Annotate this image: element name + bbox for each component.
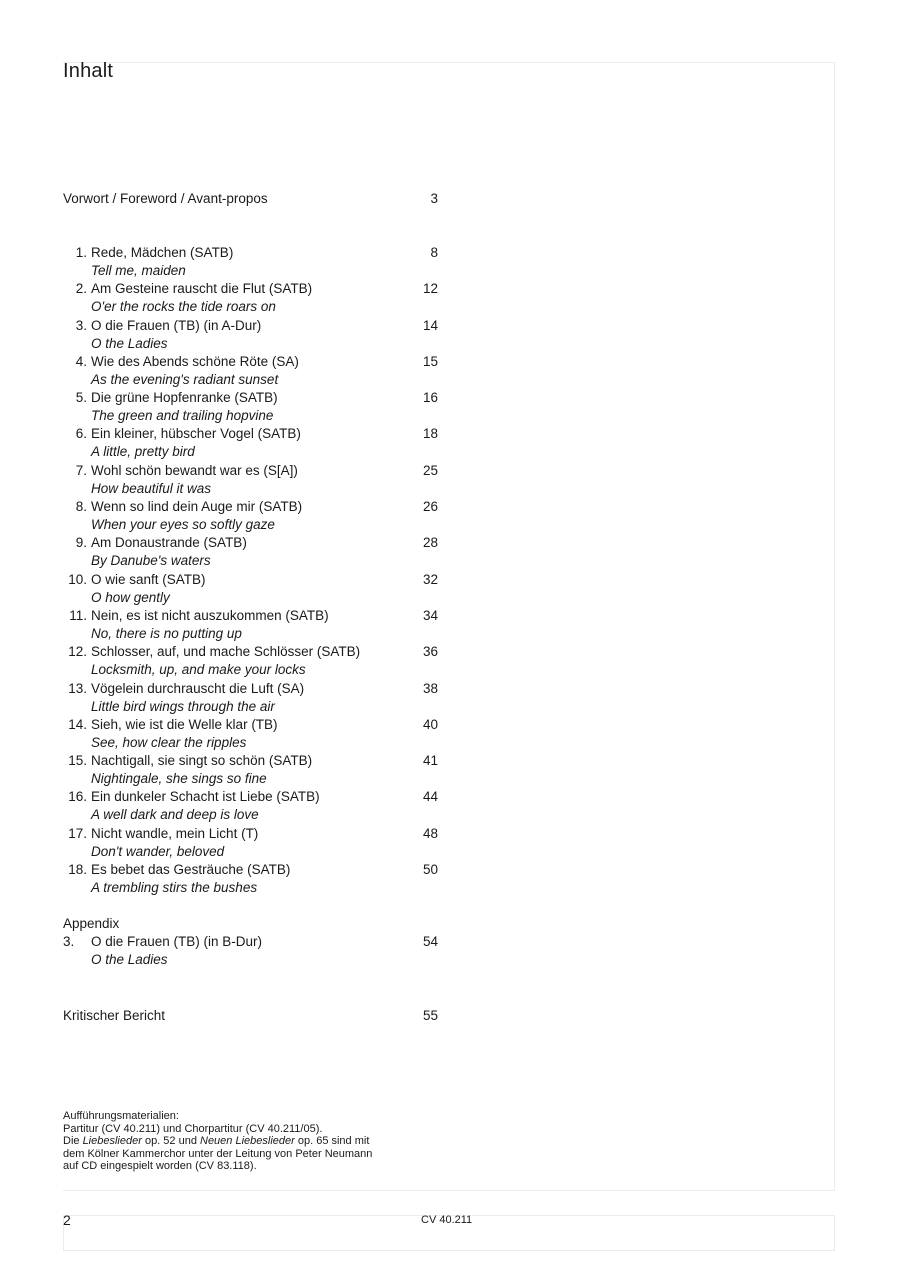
entry-number: 3. [75, 317, 87, 333]
appendix-entry-number: 3. [63, 934, 75, 949]
entry-number: 11. [69, 607, 87, 623]
foreword-line [63, 190, 438, 208]
entry-page: 36 [422, 644, 438, 660]
entry-number: 18. [68, 862, 87, 878]
toc-entry [63, 643, 438, 679]
toc-entry [63, 861, 438, 897]
entry-page: 28 [422, 535, 438, 551]
toc-entry [63, 825, 438, 861]
entry-english-title: When your eyes so softly gaze [91, 517, 275, 533]
entry-number: 1. [75, 245, 87, 260]
entry-number: 14. [68, 716, 87, 732]
entry-page: 41 [422, 753, 438, 769]
entry-english-title: How beautiful it was [91, 480, 212, 496]
toc-entry [63, 280, 438, 316]
notes-text: Die [63, 1135, 83, 1147]
entry-english-title: The green and trailing hopvine [91, 408, 274, 424]
entry-english-title: A trembling stirs the bushes [91, 880, 258, 896]
notes-line-2: Partitur (CV 40.211) und Chorpartitur (CV 40.211/05). [63, 1122, 323, 1135]
appendix-heading: Appendix [63, 916, 120, 931]
entry-title: O wie sanft (SATB) [91, 571, 206, 587]
page-title: Inhalt [63, 60, 114, 82]
entry-english-title: No, there is no putting up [91, 625, 242, 641]
entry-page: 40 [422, 716, 438, 732]
entry-number: 6. [75, 426, 87, 442]
entry-english-title: As the evening's radiant sunset [91, 371, 279, 387]
entry-page: 48 [422, 825, 438, 841]
entry-english-title: Nightingale, she sings so fine [91, 771, 267, 787]
notes-text: op. 65 sind mit [294, 1135, 370, 1147]
entry-title: Schlosser, auf, und mache Schlösser (SATB) [91, 644, 361, 660]
entry-english-title: Don't wander, beloved [91, 843, 225, 859]
entry-title: O die Frauen (TB) (in A-Dur) [91, 317, 262, 333]
entry-number: 10. [68, 571, 87, 587]
entry-title: Ein dunkeler Schacht ist Liebe (SATB) [91, 789, 320, 805]
notes-line-1: Aufführungsmaterialien: [63, 1110, 179, 1122]
report-page: 55 [422, 1008, 438, 1023]
toc-entry [63, 244, 438, 280]
toc-entry [63, 571, 438, 607]
appendix-entry-english: O the Ladies [91, 952, 168, 967]
entry-english-title: Little bird wings through the air [91, 698, 275, 714]
notes-line-4: dem Kölner Kammerchor unter der Leitung von Peter Neumann [63, 1147, 373, 1160]
entry-title: Rede, Mädchen (SATB) [91, 245, 234, 260]
entry-english-title: O'er the rocks the tide roars on [91, 299, 276, 315]
entry-english-title: Tell me, maiden [91, 263, 186, 278]
catalog-number: CV 40.211 [421, 1214, 473, 1226]
entry-page: 25 [422, 462, 438, 478]
toc-entry [63, 389, 438, 425]
entry-page: 14 [422, 317, 438, 333]
toc-entry [63, 716, 438, 752]
entry-english-title: See, how clear the ripples [91, 734, 247, 750]
entry-page: 16 [422, 390, 438, 406]
entry-number: 15. [68, 753, 87, 769]
entry-page: 12 [422, 281, 438, 297]
toc-list [63, 244, 438, 897]
entry-title: Sieh, wie ist die Welle klar (TB) [91, 716, 278, 732]
appendix-entry-page: 54 [422, 934, 438, 949]
entry-page: 34 [422, 607, 438, 623]
entry-number: 12. [68, 644, 87, 660]
toc-entry [63, 462, 438, 498]
entry-title: Wohl schön bewandt war es (S[A]) [91, 462, 298, 478]
entry-english-title: O how gently [91, 589, 170, 605]
entry-number: 4. [75, 353, 87, 369]
entry-title: Wenn so lind dein Auge mir (SATB) [91, 499, 303, 515]
entry-number: 17. [68, 825, 87, 841]
entry-english-title: A well dark and deep is love [91, 807, 259, 823]
entry-number: 16. [68, 789, 87, 805]
entry-number: 7. [75, 462, 87, 478]
foreword-page: 3 [430, 191, 438, 206]
entry-title: Vögelein durchrauscht die Luft (SA) [91, 680, 305, 696]
toc-entry [63, 752, 438, 788]
page-number: 2 [63, 1212, 71, 1228]
entry-number: 5. [75, 390, 87, 406]
entry-number: 8. [75, 499, 87, 515]
entry-english-title: Locksmith, up, and make your locks [91, 662, 306, 678]
toc-entry [63, 680, 438, 716]
notes-line-3 [63, 1135, 443, 1148]
toc-entry [63, 607, 438, 643]
entry-page: 32 [422, 571, 438, 587]
entry-title: Am Gesteine rauscht die Flut (SATB) [91, 281, 313, 297]
notes-line-5: auf CD eingespielt worden (CV 83.118). [63, 1160, 257, 1172]
entry-title: Nein, es ist nicht auszukommen (SATB) [91, 607, 329, 623]
entry-english-title: O the Ladies [91, 335, 168, 351]
entry-title: Am Donaustrande (SATB) [91, 535, 247, 551]
toc-entry [63, 317, 438, 353]
entry-title: Ein kleiner, hübscher Vogel (SATB) [91, 426, 301, 442]
toc-entry [63, 788, 438, 824]
entry-title: Es bebet das Gesträuche (SATB) [91, 862, 291, 878]
entry-title: Wie des Abends schöne Röte (SA) [91, 353, 299, 369]
notes-italic-title: Liebeslieder [82, 1135, 142, 1147]
report-label: Kritischer Bericht [63, 1008, 166, 1023]
entry-page: 50 [422, 862, 438, 878]
toc-entry [63, 425, 438, 461]
entry-number: 9. [75, 535, 87, 551]
toc-entry [63, 498, 438, 534]
entry-english-title: By Danube's waters [91, 553, 211, 569]
toc-entry [63, 534, 438, 570]
performance-notes [63, 1110, 443, 1173]
entry-title: Nicht wandle, mein Licht (T) [91, 825, 259, 841]
notes-italic-title: Neuen Liebeslieder [200, 1135, 295, 1147]
toc-entry [63, 353, 438, 389]
entry-title: Die grüne Hopfenranke (SATB) [91, 390, 278, 406]
entry-number: 13. [68, 680, 87, 696]
entry-english-title: A little, pretty bird [91, 444, 195, 460]
entry-page: 38 [422, 680, 438, 696]
entry-number: 2. [75, 281, 87, 297]
entry-page: 18 [422, 426, 438, 442]
entry-page: 44 [422, 789, 438, 805]
entry-page: 26 [422, 499, 438, 515]
entry-page: 15 [422, 353, 438, 369]
entry-page: 8 [430, 245, 438, 260]
report-line [63, 1007, 438, 1025]
appendix-entry [63, 933, 438, 969]
notes-text: op. 52 und [141, 1135, 200, 1147]
entry-title: Nachtigall, sie singt so schön (SATB) [91, 753, 313, 769]
foreword-label: Vorwort / Foreword / Avant-propos [63, 191, 268, 206]
appendix-entry-title: O die Frauen (TB) (in B-Dur) [91, 934, 263, 949]
